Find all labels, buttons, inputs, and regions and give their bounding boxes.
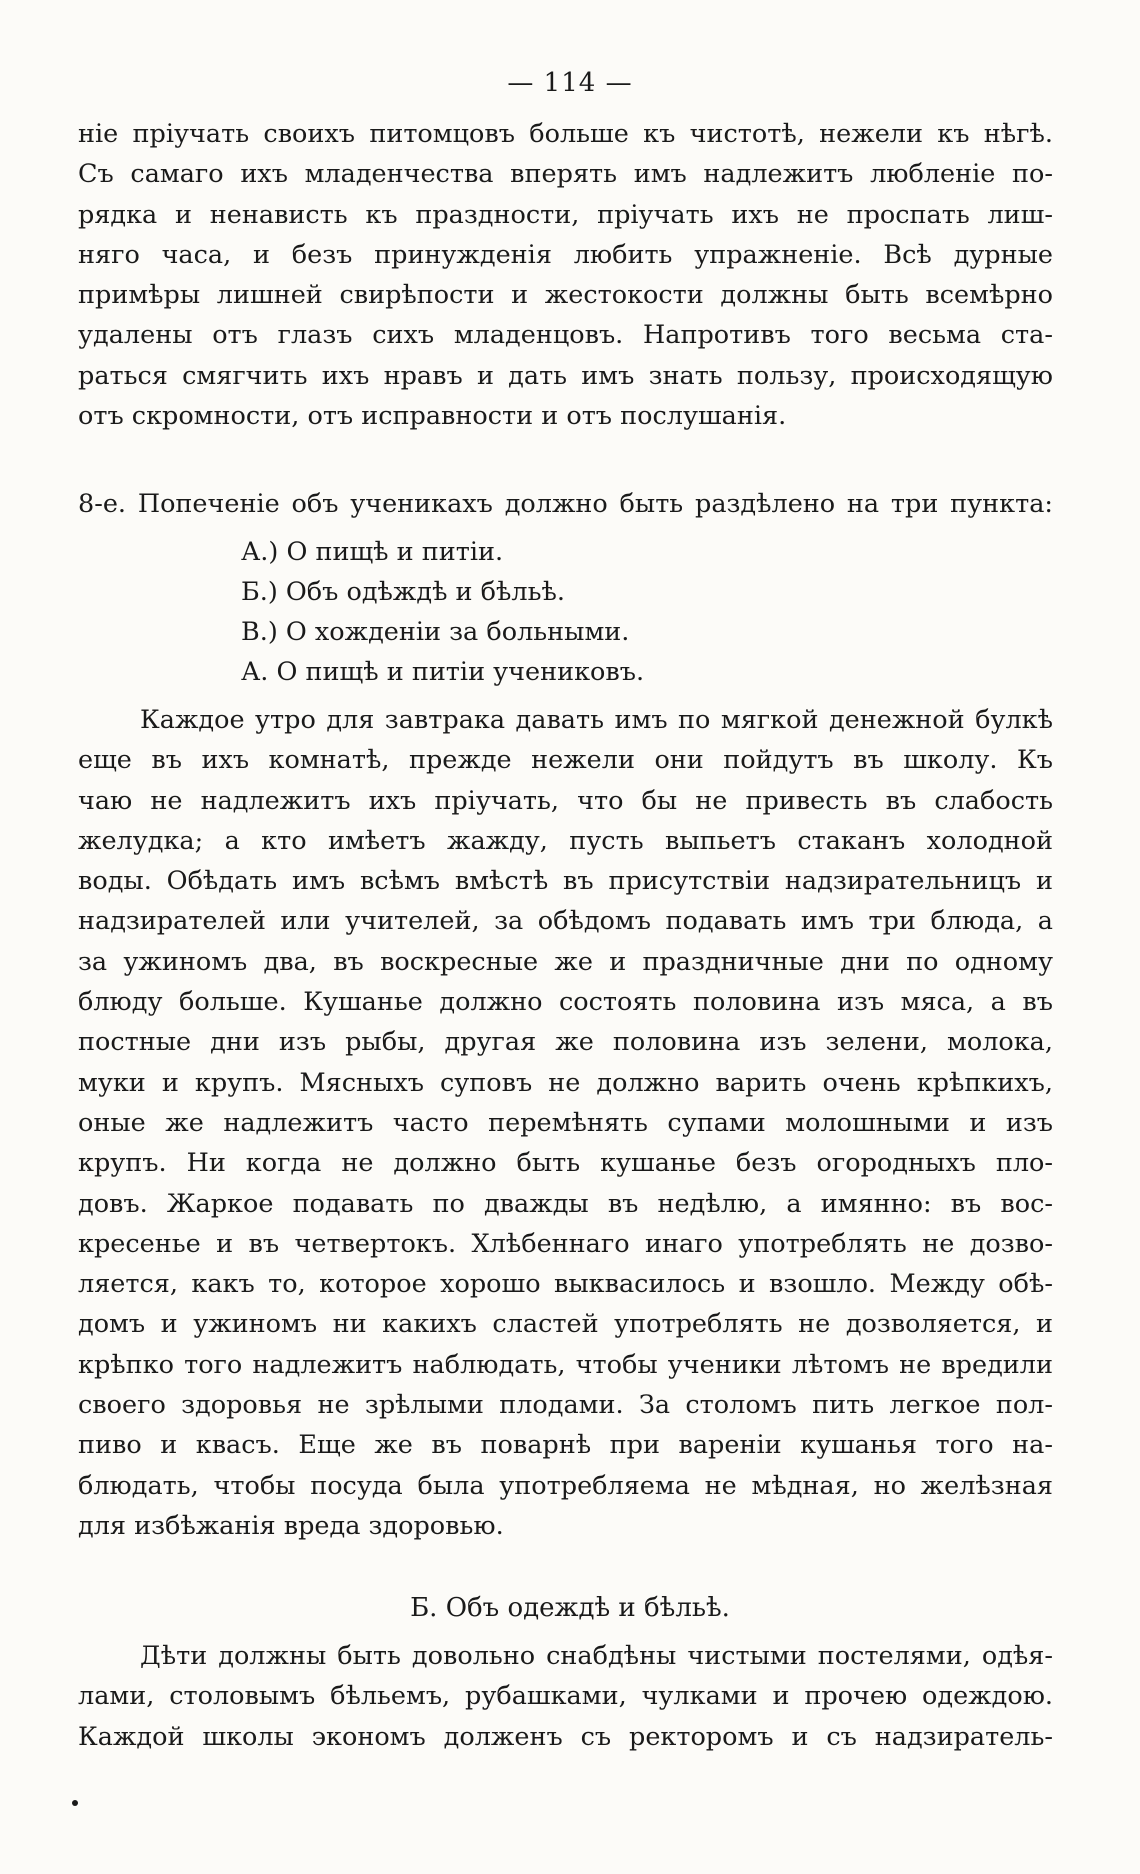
- point-8-line: [78, 484, 1053, 524]
- text-line: крупъ. Ни когда не должно быть кушанье безъ огородныхъ пло-: [78, 1148, 1053, 1179]
- text-line: Съ самаго ихъ младенчества вперять имъ надлежитъ любленіе по-: [78, 159, 1053, 190]
- text-line: довъ. Жаркое подавать по дважды въ недѣлю, а имянно: въ вос-: [78, 1188, 1053, 1219]
- text-line: крѣпко того надлежитъ наблюдать, чтобы ученики лѣтомъ не вредили: [78, 1349, 1053, 1380]
- text-line: чаю не надлежитъ ихъ пріучать, что бы не привесть въ слабость: [78, 785, 1053, 816]
- text-line: лами, столовымъ бѣльемъ, рубашками, чулками и прочею одеждою.: [78, 1681, 1053, 1712]
- ink-speck: [72, 1800, 78, 1806]
- text-line: Дѣти должны быть довольно снабдѣны чистыми постелями, одѣя-: [140, 1641, 1053, 1671]
- text-line: своего здоровья не зрѣлыми плодами. За столомъ пить легкое пол-: [78, 1390, 1053, 1421]
- text-line: раться смягчить ихъ нравъ и дать имъ знать пользу, происходящую: [78, 360, 1053, 391]
- text-line: еще въ ихъ комнатѣ, прежде нежели они пойдутъ въ школу. Къ: [78, 745, 1053, 776]
- subpoint-a: А.) О пищѣ и питіи.: [241, 537, 504, 567]
- text-line: примѣры лишней свирѣпости и жестокости должны быть всемѣрно: [78, 280, 1053, 311]
- text-line: рядка и ненависть къ праздности, пріучать ихъ не проспать лиш-: [78, 199, 1053, 230]
- text-line: желудка; а кто имѣетъ жажду, пусть выпьетъ стаканъ холодной: [78, 825, 1053, 856]
- text-line: муки и крупъ. Мясныхъ суповъ не должно варить очень крѣпкихъ,: [78, 1067, 1053, 1098]
- text-line: блюду больше. Кушанье должно состоять половина изъ мяса, а въ: [78, 987, 1053, 1018]
- text-line: домъ и ужиномъ ни какихъ сластей употреблять не дозволяется, и: [78, 1309, 1053, 1340]
- paragraph-1: [78, 114, 1053, 436]
- text-line: для избѣжанія вреда здоровью.: [78, 1510, 504, 1541]
- text-line: няго часа, и безъ принужденія любить упражненіе. Всѣ дурные: [78, 239, 1053, 270]
- text-line: 8-е. Попеченіе объ ученикахъ должно быть раздѣлено на три пункта:: [78, 489, 1053, 519]
- page-number: — 114 —: [507, 68, 633, 98]
- text-line: ніе пріучать своихъ питомцовъ больше къ чистотѣ, нежели къ нѣгѣ.: [78, 119, 1053, 149]
- text-line: блюдать, чтобы посуда была употребляема не мѣдная, но желѣзная: [78, 1470, 1053, 1501]
- section-heading-b: Б. Объ одеждѣ и бѣльѣ.: [410, 1593, 730, 1623]
- paragraph-2: [78, 700, 1053, 1546]
- text-line: за ужиномъ два, въ воскресные же и праздничные дни по одному: [78, 946, 1053, 977]
- text-line: ляется, какъ то, которое хорошо выквасилось и взошло. Между обѣ-: [78, 1269, 1053, 1300]
- text-line: воды. Обѣдать имъ всѣмъ вмѣстѣ въ присутствіи надзирательницъ и: [78, 866, 1053, 897]
- subpoint-b: Б.) Объ одѣждѣ и бѣльѣ.: [241, 577, 565, 607]
- text-line: удалены отъ глазъ сихъ младенцовъ. Напротивъ того весьма ста-: [78, 320, 1053, 351]
- text-line: пиво и квасъ. Еще же въ поварнѣ при вареніи кушанья того на-: [78, 1430, 1053, 1461]
- text-line: постные дни изъ рыбы, другая же половина изъ зелени, молока,: [78, 1027, 1053, 1058]
- text-line: кресенье и въ четвертокъ. Хлѣбеннаго инаго употреблять не дозво-: [78, 1228, 1053, 1259]
- paragraph-3: [78, 1636, 1053, 1757]
- text-line: оные же надлежитъ часто перемѣнять супами молошными и изъ: [78, 1107, 1053, 1138]
- text-line: отъ скромности, отъ исправности и отъ послушанія.: [78, 401, 787, 432]
- subpoint-v: В.) О хожденіи за больными.: [241, 617, 630, 647]
- text-line: надзирателей или учителей, за обѣдомъ подавать имъ три блюда, а: [78, 906, 1053, 937]
- text-line: Каждой школы экономъ долженъ съ ректоромъ и съ надзиратель-: [78, 1721, 1053, 1752]
- text-line: Каждое утро для завтрака давать имъ по мягкой денежной булкѣ: [140, 705, 1053, 735]
- section-heading-a: А. О пищѣ и питіи учениковъ.: [241, 657, 645, 687]
